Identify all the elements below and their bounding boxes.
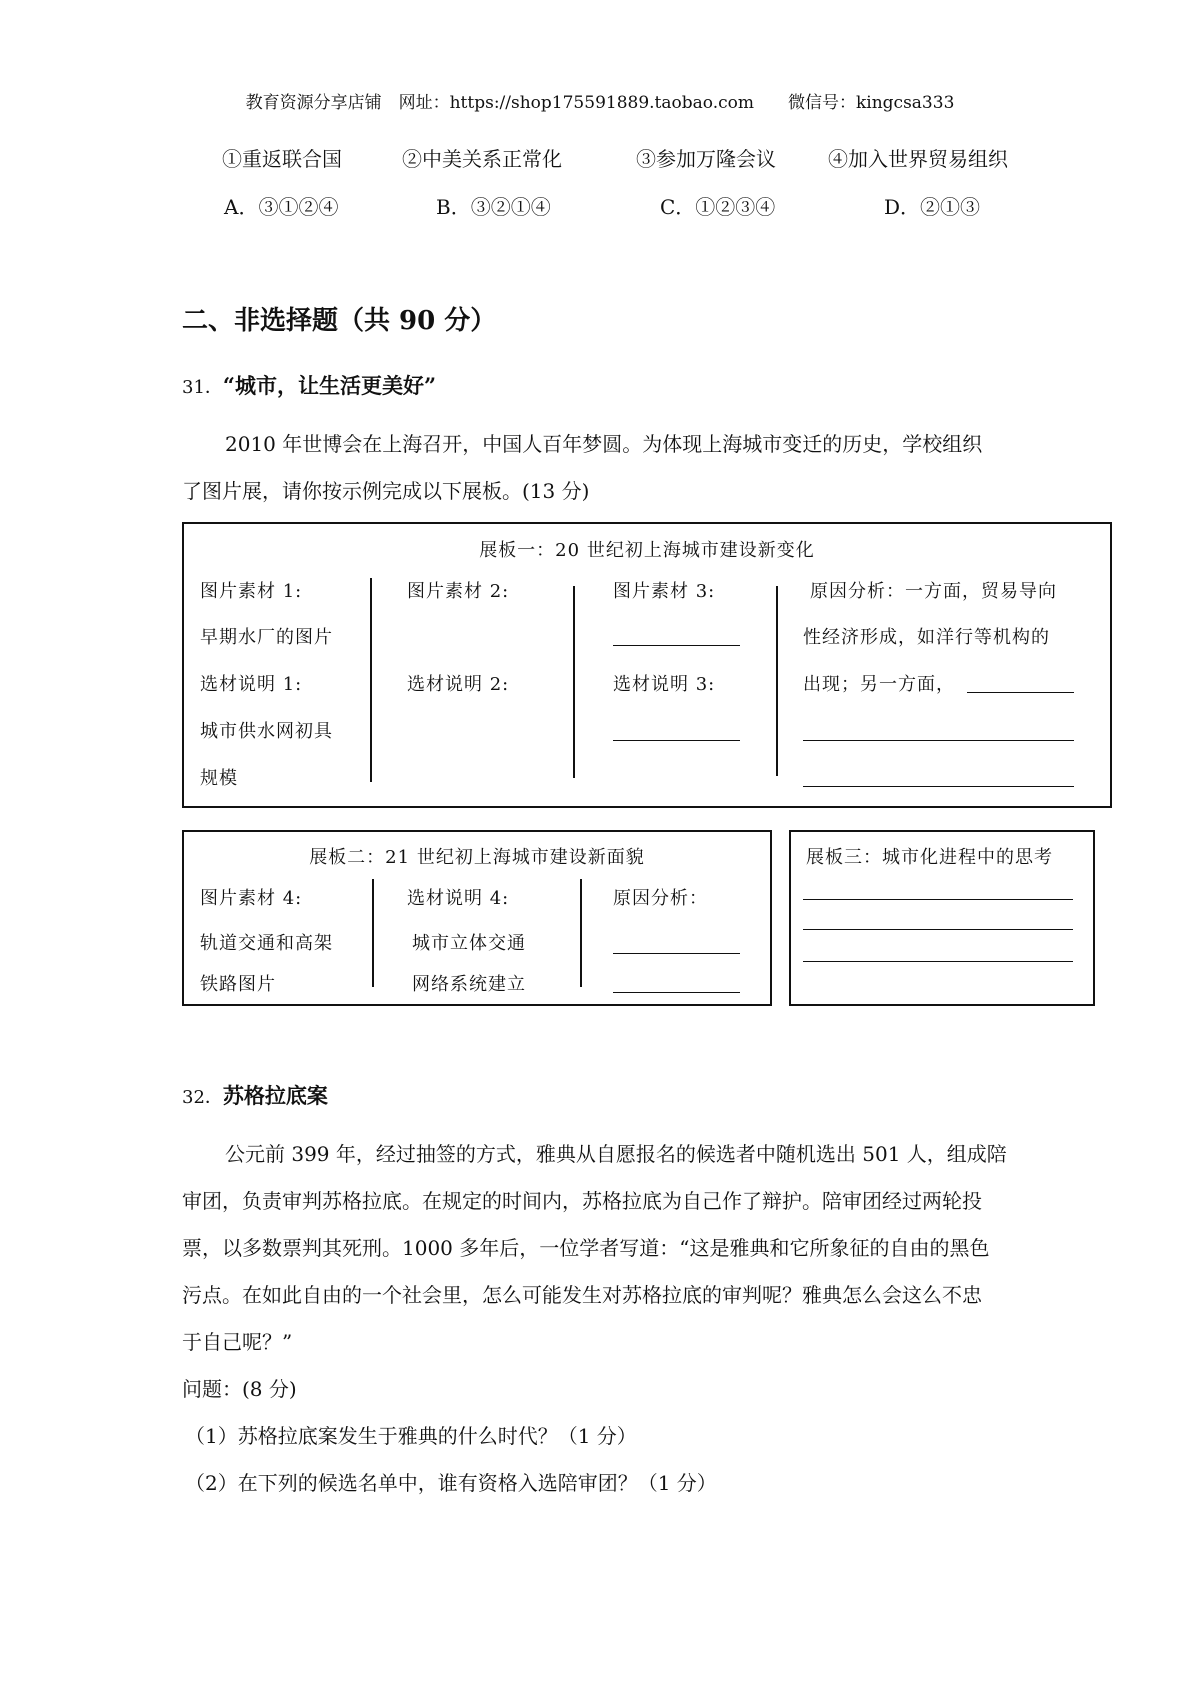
b3-blank-1[interactable] — [803, 899, 1073, 900]
board-1-divider-2 — [573, 586, 575, 778]
board-1-divider-3 — [776, 586, 778, 776]
b1-col4-line-3: 出现；另一方面， — [803, 674, 955, 695]
q32-line-2: 审团，负责审判苏格拉底。在规定的时间内，苏格拉底为自己作了辩护。陪审团经过两轮投 — [182, 1189, 982, 1213]
q31-number: 31． — [182, 377, 223, 398]
b1-col4-blank-3[interactable] — [803, 786, 1074, 787]
option-b: B．③②①④ — [436, 195, 551, 219]
board-2-title: 展板二：21 世纪初上海城市建设新面貌 — [309, 847, 645, 868]
b1-col2-line-2: 选材说明 2: — [407, 674, 510, 695]
b1-col3-line-2: 选材说明 3: — [613, 674, 716, 695]
b2-col2-line-1: 选材说明 4: — [407, 888, 510, 909]
board-1-divider-1 — [370, 578, 372, 782]
q32-title — [182, 1080, 328, 1110]
q32-heading: 苏格拉底案 — [222, 1083, 328, 1108]
q32-line-3: 票，以多数票判其死刑。1000 多年后，一位学者写道：“这是雅典和它所象征的自由的黑色 — [182, 1236, 990, 1260]
b1-col3-line-1: 图片素材 3: — [613, 581, 716, 602]
option-a: A．③①②④ — [224, 195, 339, 219]
b1-col3-blank-2[interactable] — [613, 740, 740, 741]
item-4: ④加入世界贸易组织 — [828, 147, 1008, 171]
b1-col4-line-1: 原因分析：一方面，贸易导向 — [810, 581, 1057, 602]
board-3-title: 展板三：城市化进程中的思考 — [806, 847, 1053, 868]
b2-col2-line-3: 网络系统建立 — [412, 974, 526, 995]
q31-paragraph-line-1: 2010 年世博会在上海召开，中国人百年梦圆。为体现上海城市变迁的历史，学校组织 — [225, 432, 983, 456]
option-d: D．②①③ — [884, 195, 981, 219]
q32-line-5: 于自己呢？” — [182, 1330, 293, 1354]
b1-col1-line-1: 图片素材 1: — [200, 581, 303, 602]
q32-line-1: 公元前 399 年，经过抽签的方式，雅典从自愿报名的候选者中随机选出 501 人，组成陪 — [225, 1142, 1007, 1166]
board-1-title: 展板一：20 世纪初上海城市建设新变化 — [479, 540, 815, 561]
b1-col3-blank-1[interactable] — [613, 645, 740, 646]
b3-blank-2[interactable] — [803, 929, 1073, 930]
b2-col2-line-2: 城市立体交通 — [412, 933, 526, 954]
q32-question-label: 问题：(8 分) — [182, 1377, 297, 1401]
b1-col4-blank-2[interactable] — [803, 740, 1074, 741]
b1-col1-line-4: 城市供水网初具 — [200, 721, 333, 742]
b2-col3-blank-2[interactable] — [613, 992, 740, 993]
option-c: C．①②③④ — [660, 195, 776, 219]
b1-col1-line-3: 选材说明 1: — [200, 674, 303, 695]
b1-col1-line-2: 早期水厂的图片 — [200, 627, 333, 648]
b1-col2-line-1: 图片素材 2: — [407, 581, 510, 602]
q31-heading: “城市，让生活更美好” — [222, 373, 437, 398]
board-2-divider-2 — [580, 879, 582, 987]
board-2-divider-1 — [372, 879, 374, 987]
b2-col1-line-1: 图片素材 4: — [200, 888, 303, 909]
b2-col3-blank-1[interactable] — [613, 953, 740, 954]
b2-col1-line-3: 铁路图片 — [200, 974, 276, 995]
b2-col1-line-2: 轨道交通和高架 — [200, 933, 333, 954]
b1-col4-line-2: 性经济形成，如洋行等机构的 — [803, 627, 1050, 648]
q32-number: 32． — [182, 1087, 223, 1108]
b2-col3-line-1: 原因分析： — [613, 888, 708, 909]
item-2: ②中美关系正常化 — [402, 147, 562, 171]
b1-col1-line-5: 规模 — [200, 768, 238, 789]
page-header: 教育资源分享店铺 网址：https://shop175591889.taobao.com 微信号：kingcsa333 — [245, 93, 955, 113]
item-1: ①重返联合国 — [222, 147, 342, 171]
item-3: ③参加万隆会议 — [636, 147, 776, 171]
b1-col4-blank-1[interactable] — [967, 692, 1074, 693]
q31-paragraph-line-2: 了图片展，请你按示例完成以下展板。(13 分) — [182, 479, 590, 503]
section-title: 二、非选择题（共 90 分） — [182, 306, 497, 336]
q32-sub-1: （1）苏格拉底案发生于雅典的什么时代？（1 分） — [185, 1424, 637, 1448]
b3-blank-3[interactable] — [803, 961, 1073, 962]
q31-title — [182, 370, 436, 400]
q32-line-4: 污点。在如此自由的一个社会里，怎么可能发生对苏格拉底的审判呢？雅典怎么会这么不忠 — [182, 1283, 982, 1307]
board-1 — [182, 522, 1112, 808]
q32-sub-2: （2）在下列的候选名单中，谁有资格入选陪审团？（1 分） — [185, 1471, 717, 1495]
